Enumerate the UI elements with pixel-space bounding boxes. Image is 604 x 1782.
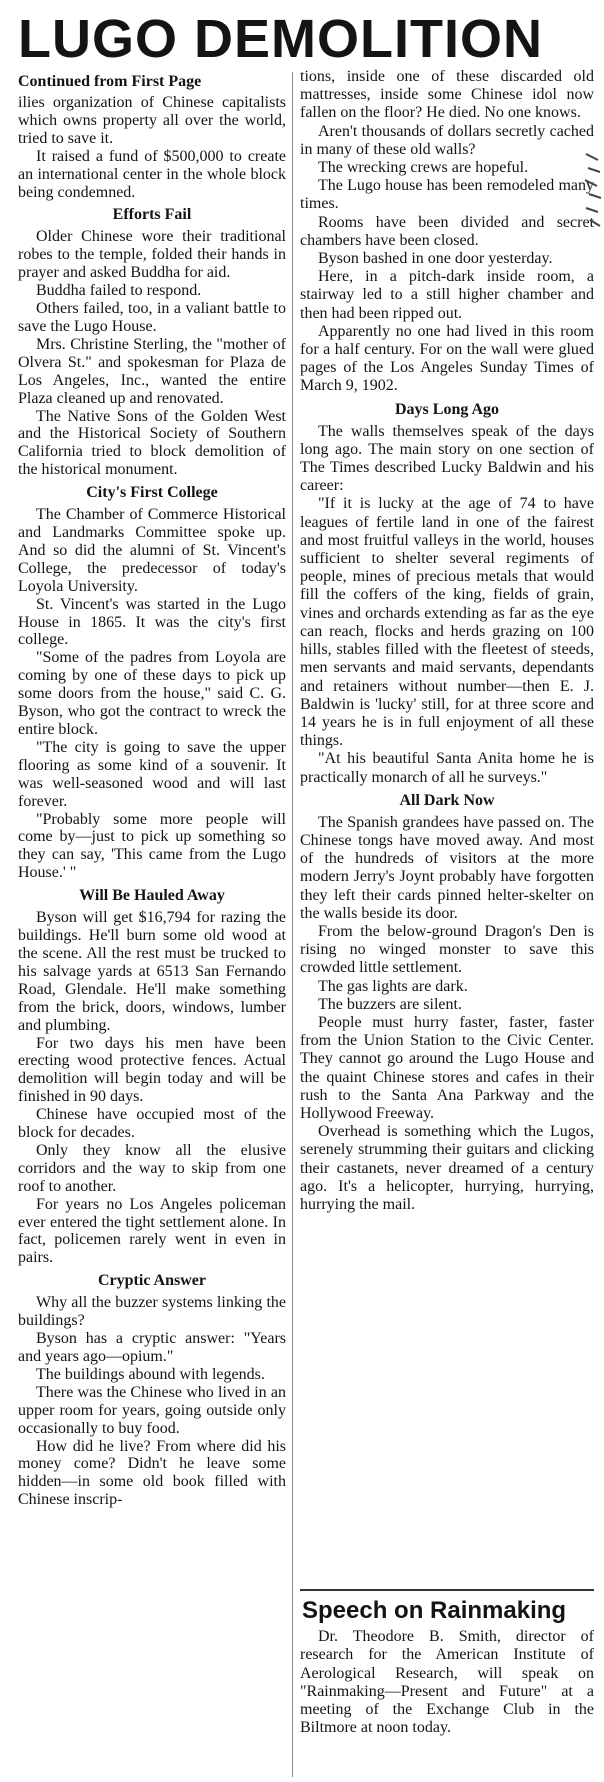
article-column-1 xyxy=(18,72,286,1509)
paragraph: Apparently no one had lived in this room for a half century. For on the wall were glued pages of the Los Angeles Sunday Times of March 9, 1902. xyxy=(300,322,594,395)
headline: LUGO DEMOLITION xyxy=(18,9,543,69)
paragraph: Buddha failed to respond. xyxy=(36,282,202,300)
paragraph: "If it is lucky at the age of 74 to have leagues of fertile land in one of the fairest and most fruitful valleys in the world, houses sufficient to shelter several regiments of people, mines of precious metals that would fill the coffers of the king, fields of grain, vines and orchards extending as far as the eye can reach, flocks and herds grazing on 100 hills, stables filled with the fleetest of steeds, men servants and maid servants, dependants and retainers without number—then E. J. Baldwin is 'lucky' still, for at three score and 14 years he is in full enjoyment of all these things. xyxy=(300,495,594,750)
paragraph: Rooms have been divided and secret chambers have been closed. xyxy=(300,213,594,249)
paragraph: People must hurry faster, faster, faster from the Union Station to the Civic Center. They cannot go around the Lugo House and the quaint Chinese stores and cafes in their rush to the Santa Ana Parkway and the Hollywood Freeway. xyxy=(300,1013,594,1122)
paragraph: tions, inside one of these discarded old mattresses, inside some Chinese idol now fallen on the floor? He died. No one knows. xyxy=(300,68,594,122)
paragraph: The gas lights are dark. xyxy=(318,977,468,995)
paragraph: The walls themselves speak of the days long ago. The main story on one section of The Times described Lucky Baldwin and his career: xyxy=(300,422,594,495)
paragraph: Others failed, too, in a valiant battle to save the Lugo House. xyxy=(18,300,286,335)
speech-article xyxy=(300,1628,594,1738)
paragraph: Only they know all the elusive corridors and the way to skip from one roof to another. xyxy=(18,1141,286,1195)
paragraph: Here, in a pitch-dark inside room, a stairway led to a still higher chamber and then had been ripped out. xyxy=(300,268,594,322)
paragraph: Chinese have occupied most of the block for decades. xyxy=(18,1106,286,1142)
paragraph: It raised a fund of $500,000 to create an international center in the whole block being condemned. xyxy=(18,147,286,201)
article-column-2 xyxy=(300,68,594,1214)
paragraph: Dr. Theodore B. Smith, director of research for the American Institute of Aerological Research, will speak on "Rainmaking—Present and Future" at a meeting of the Exchange Club in the Biltmore at noon today. xyxy=(300,1628,594,1737)
paragraph: The Native Sons of the Golden West and the Historical Society of Southern California tried to block demolition of the historical monument. xyxy=(18,407,286,479)
subhead-citys-first-college: City's First College xyxy=(86,484,218,502)
subhead-cryptic-answer: Cryptic Answer xyxy=(98,1272,206,1290)
paragraph: ilies organization of Chinese capitalists which owns property all over the world, tried to save it. xyxy=(18,94,286,147)
paragraph: Byson has a cryptic answer: "Years and years ago—opium." xyxy=(18,1330,286,1365)
paragraph: The buzzers are silent. xyxy=(318,995,462,1013)
paragraph: "The city is going to save the upper flooring as some kind of a souvenir. It was well-seasoned wood and will last forever. xyxy=(18,738,286,810)
paragraph: "Some of the padres from Loyola are coming by one of these days to pick up some doors from the house," said C. G. Byson, who got the contract to wreck the entire block. xyxy=(18,649,286,738)
paragraph: "At his beautiful Santa Anita home he is practically monarch of all he surveys." xyxy=(300,750,594,786)
paragraph: For years no Los Angeles policeman ever entered the tight settlement alone. In fact, policemen rarely went in even in pairs. xyxy=(18,1195,286,1267)
section-divider xyxy=(300,1589,594,1591)
paragraph: How did he live? From where did his money come? Didn't he leave some hidden—in some old book filled with Chinese inscrip- xyxy=(18,1437,286,1509)
subhead-will-be-hauled-away: Will Be Hauled Away xyxy=(79,887,225,905)
paragraph: For two days his men have been erecting wood protective fences. Actual demolition will begin today and will be finished in 90 days. xyxy=(18,1034,286,1106)
paragraph: "Probably some more people will come by—just to pick up something so they can say, 'This came from the Lugo House.' " xyxy=(18,810,286,882)
paragraph: The wrecking crews are hopeful. xyxy=(318,159,529,177)
continued-line: Continued from First Page xyxy=(18,73,202,90)
paragraph: There was the Chinese who lived in an upper room for years, going outside only occasionally to buy food. xyxy=(18,1383,286,1437)
column-divider xyxy=(292,72,293,1777)
paragraph: From the below-ground Dragon's Den is rising no winged monster to save this crowded little settlement. xyxy=(300,922,594,977)
paragraph: St. Vincent's was started in the Lugo House in 1865. It was the city's first college. xyxy=(18,595,286,649)
paragraph: The buildings abound with legends. xyxy=(36,1365,265,1383)
paragraph: Aren't thousands of dollars secretly cached in many of these old walls? xyxy=(300,122,594,158)
paragraph: Why all the buzzer systems linking the buildings? xyxy=(18,1294,286,1330)
adjacent-clipping-fragment xyxy=(584,150,602,230)
paragraph: Overhead is something which the Lugos, serenely strumming their guitars and clicking their castanets, never dreamed of a century ago. It's a helicopter, hurrying, hurrying, hurrying the mail. xyxy=(300,1123,594,1213)
paragraph: Byson bashed in one door yesterday. xyxy=(318,250,553,268)
paragraph: The Spanish grandees have passed on. The Chinese tongs have moved away. And most of the hundreds of visitors at the more modern Jerry's Joynt probably have forgotten they left their cards pinned helter-skelter on the walls beside its door. xyxy=(300,813,594,922)
subhead-all-dark-now: All Dark Now xyxy=(399,791,495,809)
paragraph: The Chamber of Commerce Historical and Landmarks Committee spoke up. And so did the alumni of St. Vincent's College, the predecessor of today's Loyola University. xyxy=(18,506,286,595)
paragraph: The Lugo house has been remodeled many times. xyxy=(300,177,594,213)
subhead-efforts-fail: Efforts Fail xyxy=(112,206,192,224)
speech-headline: Speech on Rainmaking xyxy=(302,1597,567,1624)
paragraph: Mrs. Christine Sterling, the "mother of Olvera St." and spokesman for Plaza de Los Angeles, Inc., wanted the entire Plaza cleaned up and renovated. xyxy=(18,335,286,407)
paragraph: Byson will get $16,794 for razing the buildings. He'll burn some old wood at the scene. All the rest must be trucked to his salvage yards at 6513 San Fernando Road, Glendale. He'll make something from the brick, doors, windows, lumber and plumbing. xyxy=(18,909,286,1034)
subhead-days-long-ago: Days Long Ago xyxy=(394,400,500,418)
paragraph: Older Chinese wore their traditional robes to the temple, folded their hands in prayer and asked Buddha for aid. xyxy=(18,228,286,282)
